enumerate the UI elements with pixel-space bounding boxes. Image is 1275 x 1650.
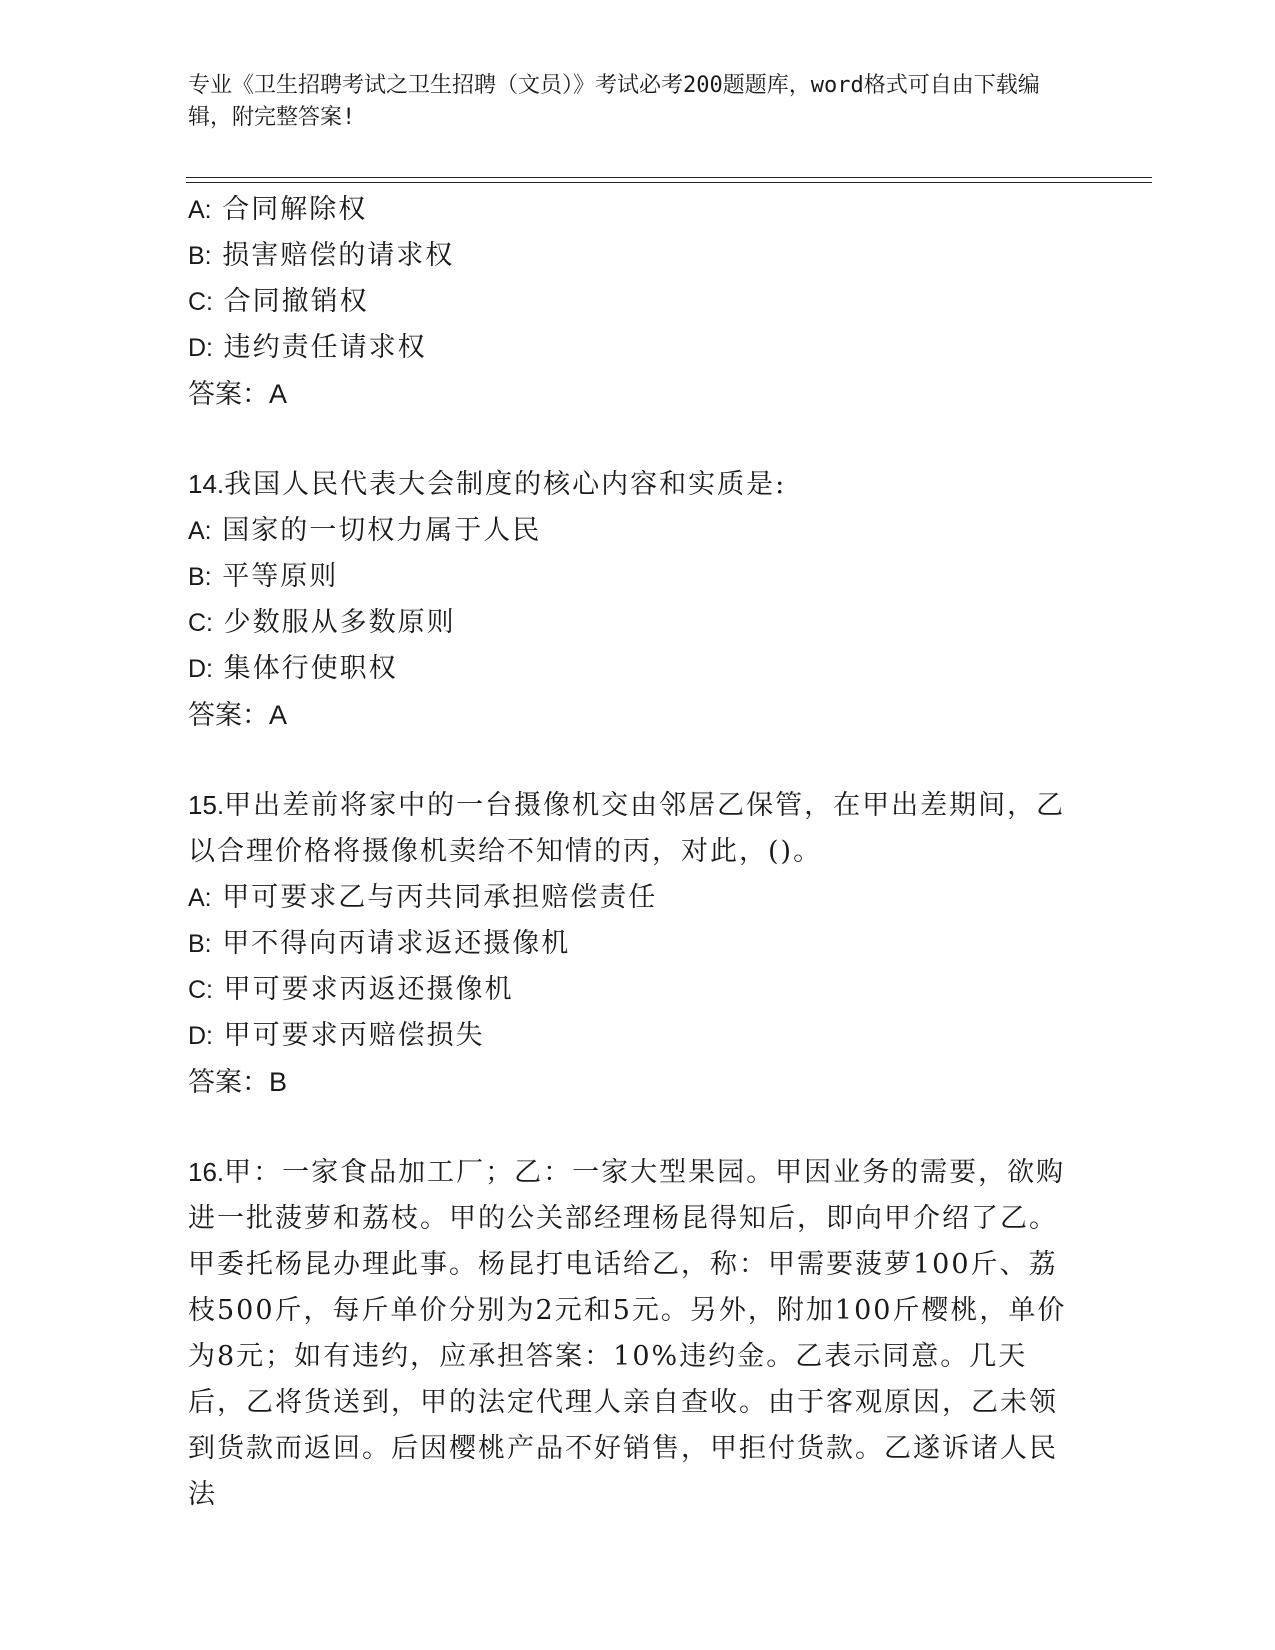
- answer-line: 答案：A: [188, 700, 288, 730]
- option-a: A: 合同解除权: [188, 194, 368, 225]
- option-a: A: 国家的一切权力属于人民: [188, 515, 542, 546]
- option-d: D: 集体行使职权: [188, 653, 398, 684]
- option-c: C: 合同撤销权: [188, 286, 369, 317]
- answer-line: 答案：B: [188, 1067, 288, 1097]
- question-spacer: [188, 417, 1068, 461]
- question-block-15: [188, 782, 1068, 1105]
- question-block-16: [188, 1149, 1068, 1518]
- question-list: [188, 187, 1068, 1518]
- document-header: [188, 70, 1068, 134]
- option-d: D: 违约责任请求权: [188, 332, 427, 363]
- question-stem: 14.我国人民代表大会制度的核心内容和实质是:: [188, 469, 787, 500]
- option-a: A: 甲可要求乙与丙共同承担赔偿责任: [188, 882, 658, 913]
- question-block-13: [188, 187, 1068, 417]
- option-d: D: 甲可要求丙赔偿损失: [188, 1020, 485, 1051]
- question-spacer: [188, 738, 1068, 782]
- question-stem: 16.甲：一家食品加工厂；乙：一家大型果园。甲因业务的需要，欲购进一批菠萝和荔枝。甲的公关部经理杨昆得知后，即向甲介绍了乙。甲委托杨昆办理此事。杨昆打电话给乙，称：甲需要菠萝100斤、荔枝500斤，每斤单价分别为2元和5元。另外，附加100斤樱桃，单价为8元；如有违约，应承担答案：10%违约金。乙表示同意。几天后，乙将货送到，甲的法定代理人亲自查收。由于客观原因，乙未领到货款而返回。后因樱桃产品不好销售，甲拒付货款。乙遂诉诸人民法: [188, 1157, 1067, 1510]
- question-spacer: [188, 1105, 1068, 1149]
- answer-line: 答案：A: [188, 379, 288, 409]
- option-b: B: 甲不得向丙请求返还摄像机: [188, 928, 571, 959]
- question-stem: 15.甲出差前将家中的一台摄像机交由邻居乙保管，在甲出差期间，乙以合理价格将摄像机卖给不知情的丙，对此，()。: [188, 790, 1066, 867]
- header-divider-top: [186, 177, 1152, 178]
- header-intro-text: 专业《卫生招聘考试之卫生招聘（文员）》考试必考200题题库，word格式可自由下载编辑，附完整答案!: [188, 73, 1040, 130]
- question-block-14: [188, 461, 1068, 738]
- option-b: B: 损害赔偿的请求权: [188, 240, 455, 271]
- option-c: C: 少数服从多数原则: [188, 607, 456, 638]
- option-c: C: 甲可要求丙返还摄像机: [188, 974, 514, 1005]
- header-divider-bottom: [186, 182, 1152, 183]
- option-b: B: 平等原则: [188, 561, 339, 592]
